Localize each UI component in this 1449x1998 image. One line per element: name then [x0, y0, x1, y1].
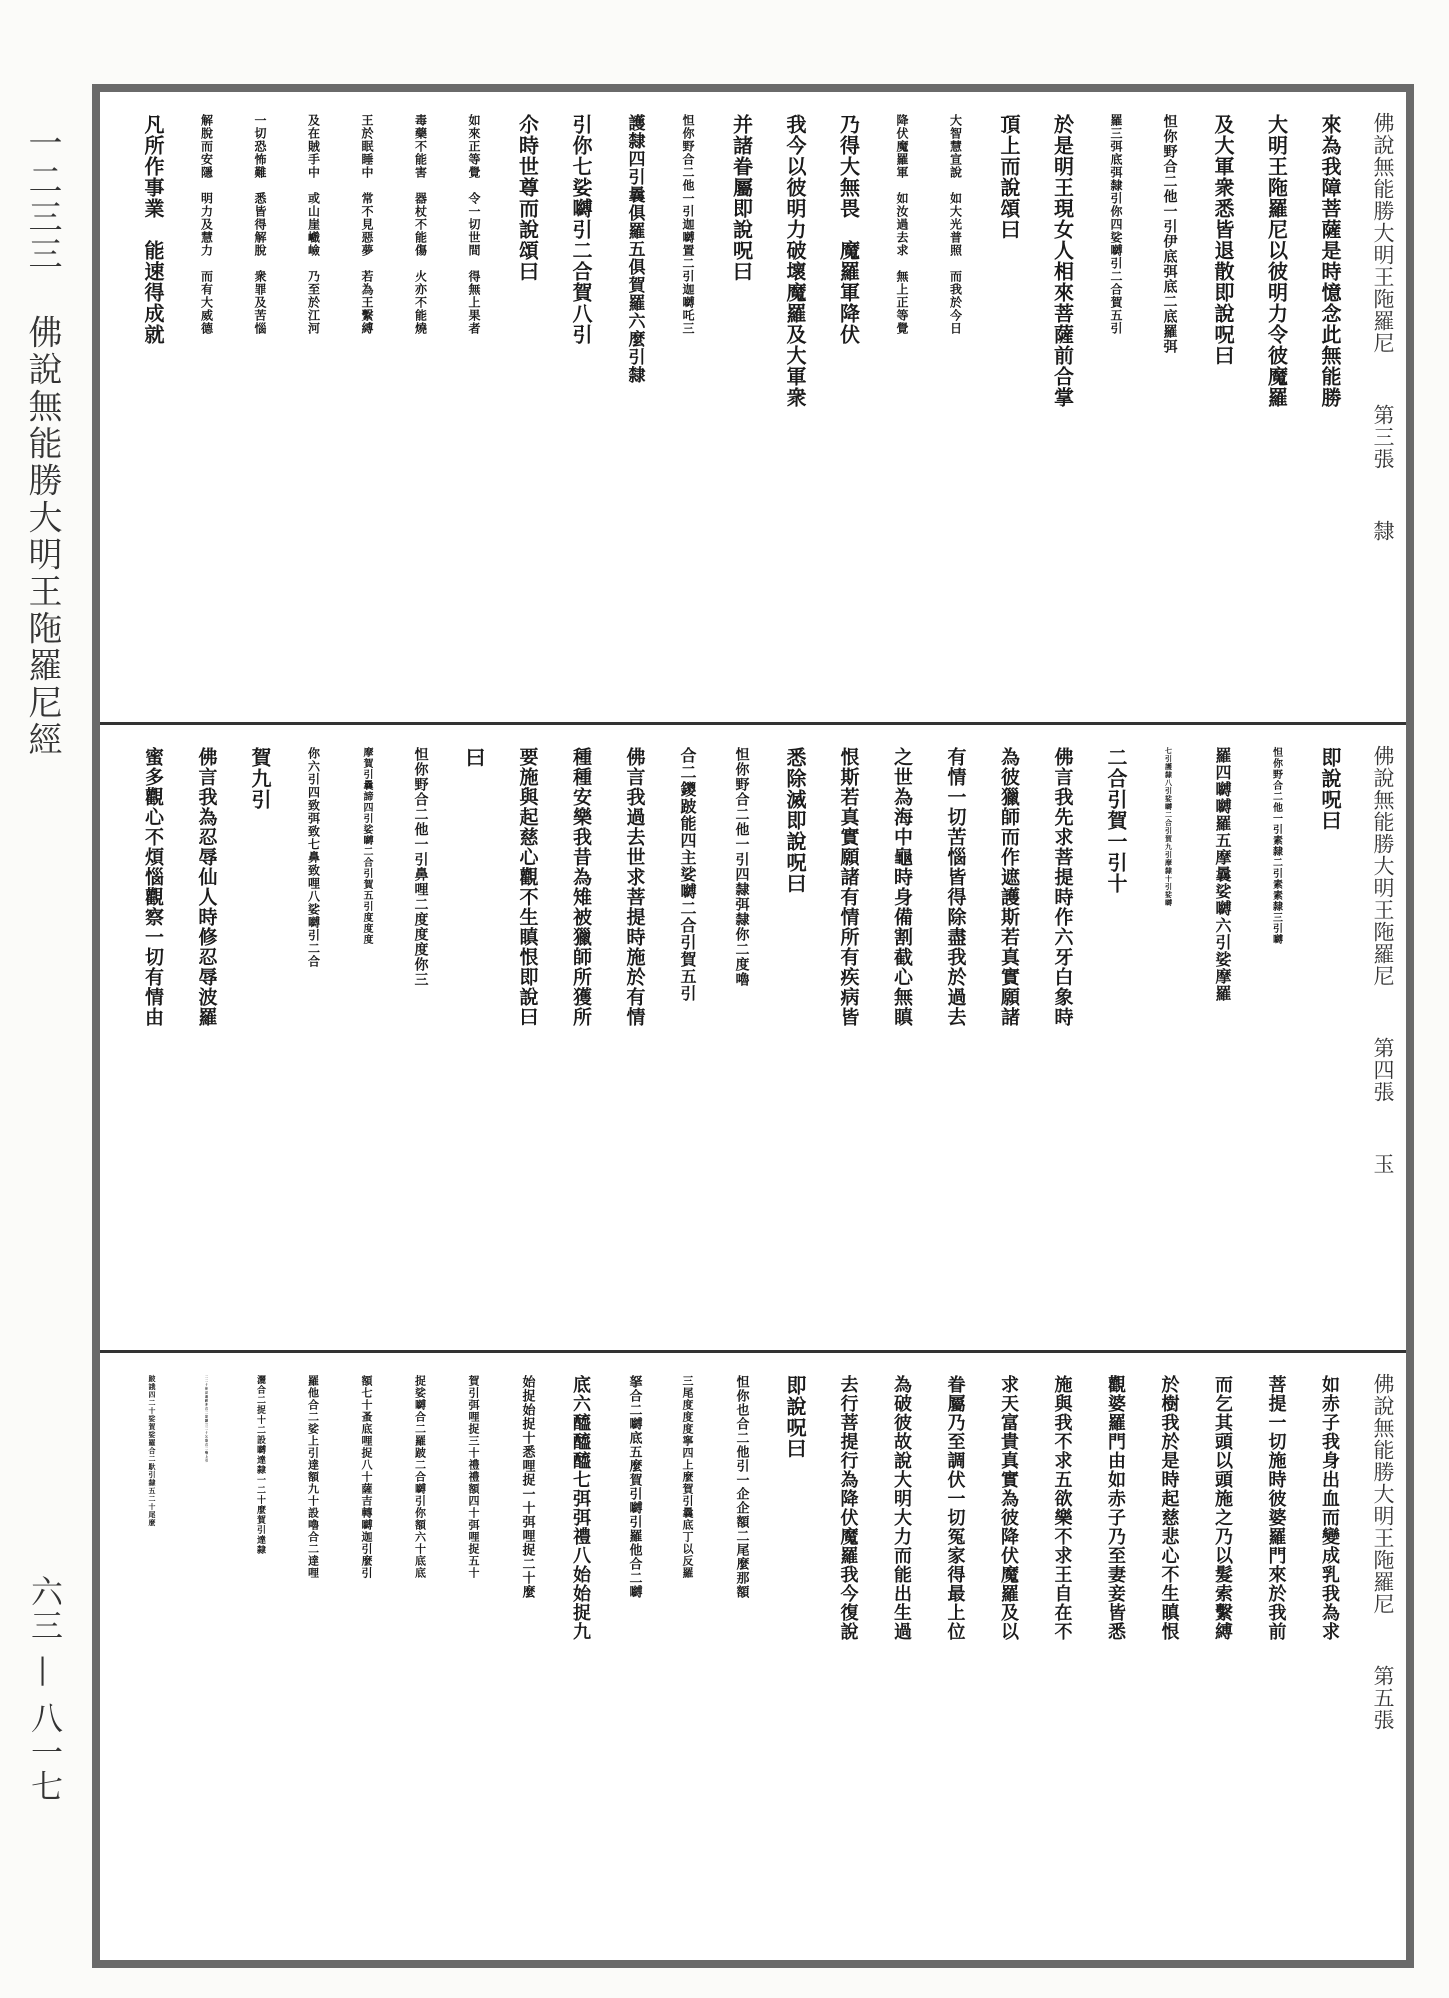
text-columns	[126, 114, 1357, 708]
header-title: 佛說無能勝大明王陁羅尼	[1371, 745, 1395, 987]
header-title: 佛說無能勝大明王陁羅尼	[1371, 1373, 1395, 1615]
panel-header	[1368, 112, 1398, 542]
text-column: 即說呪曰	[1318, 747, 1342, 831]
text-column: 即說呪曰	[783, 1375, 807, 1459]
text-column: 悉除滅即說呪曰	[783, 747, 807, 894]
text-panel-2	[100, 722, 1406, 1350]
text-column: 一切恐怖難 悉皆得解脫 衆罪及苦惱	[253, 114, 267, 335]
text-column: 曰	[462, 747, 486, 768]
text-columns	[126, 1375, 1357, 1946]
text-column: 怛你野合二他一引迦嚩置二引迦嚩吒三	[681, 114, 695, 335]
text-column: 及在賊手中 或山崖巇嶮 乃至於江河	[306, 114, 321, 335]
text-column: 你六引四致弭致七鼻致哩八娑嚩引二合	[306, 747, 321, 968]
text-column: 怛你野合二他一引鼻哩二度度度你三	[412, 747, 429, 987]
text-column: 合二鑁跛能四主娑嚩二合引賀五引	[678, 747, 697, 1002]
text-column: 并諸眷屬即說呪曰	[729, 114, 754, 282]
text-column: 於樹我於是時起慈悲心不生瞋恨	[1158, 1375, 1180, 1641]
panel-header	[1368, 1373, 1398, 1781]
text-column: 眷屬乃至調伏一切冤家得最上位	[944, 1375, 966, 1641]
volume-marks: 一二三三	[22, 125, 62, 273]
text-column: 觀婆羅門由如赤子乃至妻妾皆悉	[1105, 1375, 1126, 1641]
text-column: 佛言我為忍辱仙人時修忍辱波羅	[195, 747, 218, 1027]
text-column: 凡所作事業 能速得成就	[141, 114, 165, 345]
text-column: 怛你野合二他一引伊底弭底二底羅弭	[1161, 114, 1178, 354]
text-column: 施與我不求五欲樂不求王自在不	[1051, 1375, 1073, 1641]
text-column: 大智慧宣說 如大光普照 而我於今日	[948, 114, 963, 335]
text-column: 佛言我先求菩提時作六牙白象時	[1051, 747, 1074, 1027]
header-sheet: 第四張	[1371, 1037, 1395, 1103]
margin-volume-and-title	[18, 125, 67, 759]
text-column: 要施與起慈心觀不生瞋恨即說曰	[516, 747, 539, 1027]
text-column: 始捉始捉十悉哩捉一十弭哩捉二十麼	[519, 1375, 535, 1599]
text-column: 之世為海中龜時身備割截心無瞋	[891, 747, 913, 1027]
text-column: 賀九引	[248, 747, 272, 810]
text-column: 摩賀引曩諦四引娑嚩二合引賀五引度度度	[361, 747, 372, 945]
text-column: 二合引賀一引十	[1104, 747, 1128, 894]
text-column: 底六醯醯醯七弭弭禮八始始捉九	[570, 1375, 591, 1641]
header-sheet: 第五張	[1371, 1665, 1395, 1731]
text-column: 解脫而安隱 明力及慧力 而有大威德	[199, 114, 214, 335]
text-column: 為彼獵師而作遮護斯若真實願諸	[998, 747, 1020, 1027]
text-column: 二二十你反迦跛多合二達隸三二十乞芻合二嚕上引	[204, 1375, 209, 1463]
text-column: 王於眠睡中 常不見惡夢 若為王繫縛	[360, 114, 374, 335]
text-column: 蜜多觀心不煩惱觀察一切有情由	[142, 747, 164, 1027]
page-frame	[92, 84, 1414, 1968]
header-mark: 隸	[1371, 520, 1395, 542]
text-column: 恨斯若真實願諸有情所有疾病皆	[837, 747, 860, 1027]
text-column: 為破彼故說大明大力而能出生過	[891, 1375, 912, 1641]
text-column: 護隸四引曩俱羅五俱賀羅六麼引隸	[624, 114, 645, 384]
text-column: 尒時世尊而說頌曰	[515, 114, 540, 282]
text-column: 乃得大無畏 魔羅軍降伏	[836, 114, 861, 345]
text-column: 拏合二嚩底五麼賀引嚩引羅他合二嚩	[626, 1375, 642, 1599]
text-column: 我今以彼明力破壞魔羅及大軍衆	[783, 114, 807, 408]
text-column: 頂上而說頌曰	[997, 114, 1021, 240]
text-column: 佛言我過去世求菩提時施於有情	[623, 747, 646, 1027]
header-title: 佛說無能勝大明王陁羅尼	[1371, 112, 1395, 354]
text-columns	[126, 747, 1357, 1336]
text-column: 菩提一切施時彼婆羅門來於我前	[1265, 1375, 1287, 1641]
text-panel-3	[100, 1350, 1406, 1960]
text-column: 怛你野合二他一引四隸弭隸你二度嚕	[733, 747, 750, 987]
text-column: 而乞其頭以頭施之乃以髮索繫縛	[1212, 1375, 1233, 1641]
text-column: 羅三弭底弭隸引你四娑嚩引二合賀五引	[1109, 114, 1123, 335]
text-column: 額七十蚤底哩捉八十薩吉轉嚩迦引麼引	[360, 1375, 373, 1579]
text-column: 降伏魔羅軍 如汝過去求 無上正等覺	[895, 114, 909, 335]
text-column: 羅他合二娑上引達額九十設嚕合二達哩	[306, 1375, 320, 1579]
text-column: 於是明王現女人相來菩薩前合掌	[1050, 114, 1075, 408]
text-column: 毒藥不能害 器杖不能傷 火亦不能燒	[413, 114, 428, 335]
header-mark: 玉	[1371, 1153, 1395, 1175]
text-column: 去行菩提行為降伏魔羅我今復說	[837, 1375, 859, 1641]
text-column: 三尾度度度寧四上麼賀引曩底丁以反羅	[681, 1375, 694, 1579]
text-column: 灑合二捉十二設嚩達隸一二十麼賀引達隸	[255, 1375, 265, 1555]
text-column: 捉娑嚩合二羅跛二合嚩引你額六十底底	[413, 1375, 427, 1579]
text-column: 大明王陁羅尼以彼明力令彼魔羅	[1264, 114, 1289, 408]
text-column: 如來正等覺 令一切世間 得無上果者	[467, 114, 481, 335]
text-column: 來為我障菩薩是時憶念此無能勝	[1318, 114, 1342, 408]
text-column: 種種安樂我昔為雉被獵師所獲所	[570, 747, 592, 1027]
text-column: 求天富貴真實為彼降伏魔羅及以	[998, 1375, 1019, 1641]
text-column: 羅四嚩嚩羅五摩曩娑嚩六引娑摩羅	[1213, 747, 1232, 1002]
sutra-title: 佛說無能勝大明王陁羅尼經	[22, 314, 62, 759]
page-number: 六三 — 八一七	[26, 1575, 64, 1804]
text-panel-1	[100, 92, 1406, 722]
text-column: 賀引弭哩捉三十禮禮額四十弭哩捉五十	[467, 1375, 480, 1579]
text-column: 有情一切苦惱皆得除盡我於過去	[944, 747, 967, 1027]
text-column: 引你七娑嚩引二合賀八引	[569, 114, 593, 345]
text-column: 跛誐四二十娑賀娑羅合二馱引隸五二十尾麼	[148, 1375, 157, 1527]
text-column: 怛你野合二他一引素隸二引素素隸三引嚩	[1270, 747, 1282, 945]
text-column: 及大軍衆悉皆退散即說呪曰	[1211, 114, 1235, 366]
text-column: 七引護隸八引娑嚩二合引賀九引摩隸十引娑嚩	[1164, 747, 1174, 907]
text-column: 怛你也合二他引一企企額二尾麼那額	[733, 1375, 749, 1599]
text-column: 如赤子我身出血而變成乳我為求	[1319, 1375, 1340, 1641]
panel-header	[1368, 745, 1398, 1175]
header-sheet: 第三張	[1371, 404, 1395, 470]
